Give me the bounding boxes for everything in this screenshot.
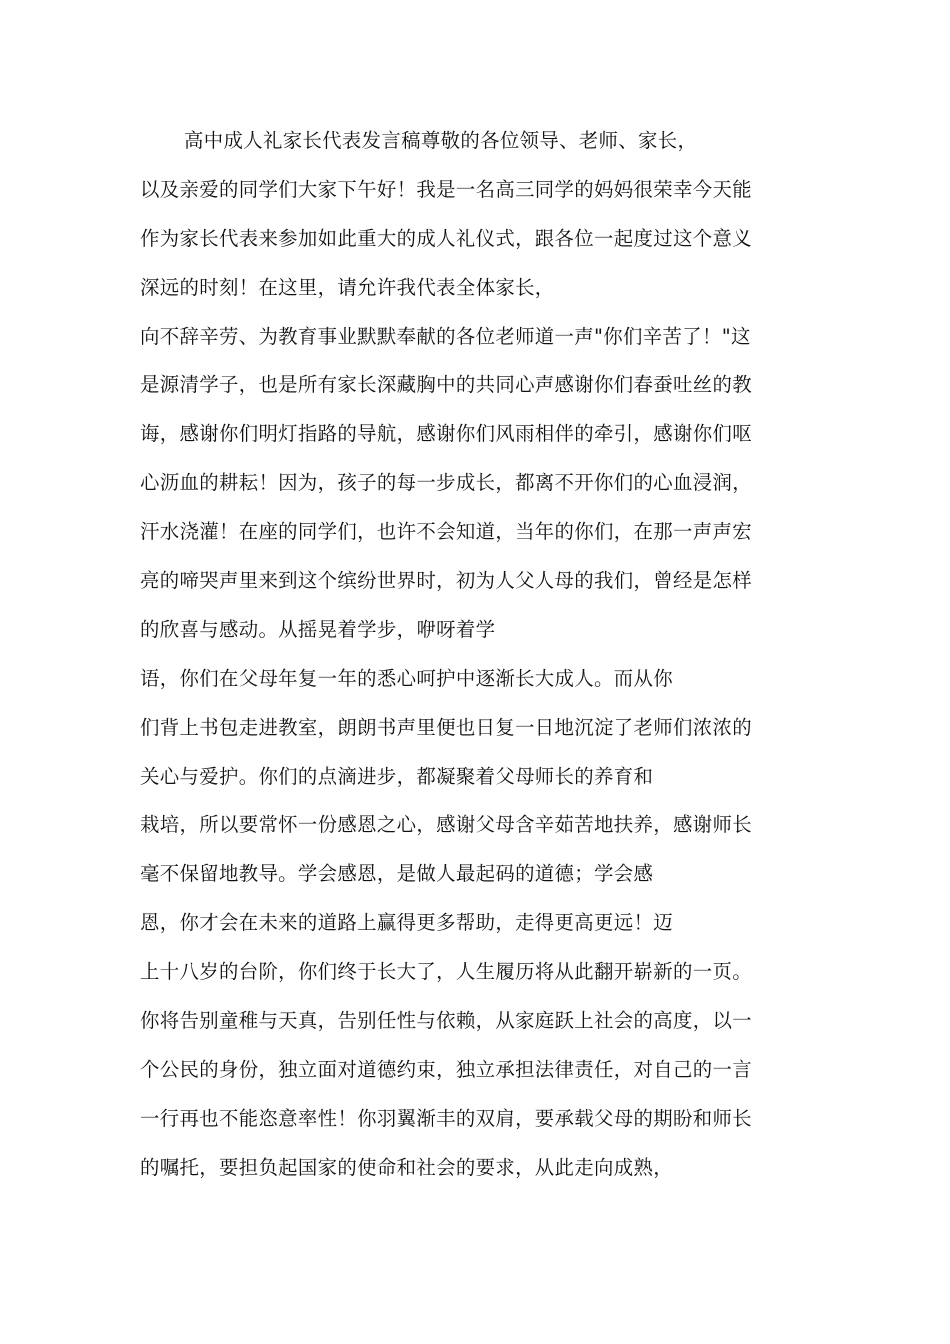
text-line-3: 作为家长代表来参加如此重大的成人礼仪式，跟各位一起度过这个意义 <box>140 226 752 250</box>
text-line-14: 关心与爱护。你们的点滴进步，都凝聚着父母师长的养育和 <box>140 764 654 788</box>
text-line-1: 高中成人礼家长代表发言稿尊敬的各位领导、老师、家长， <box>184 129 698 152</box>
text-line-7: 诲，感谢你们明灯指路的导航，感谢你们风雨相伴的牵引，感谢你们呕 <box>140 422 752 446</box>
text-line-8: 心沥血的耕耘！因为，孩子的每一步成长，都离不开你们的心血浸润， <box>140 471 752 495</box>
text-line-11: 的欣喜与感动。从摇晃着学步，咿呀着学 <box>140 617 496 641</box>
text-line-15: 栽培，所以要常怀一份感恩之心，感谢父母含辛茹苦地扶养，感谢师长 <box>140 813 752 837</box>
text-line-10: 亮的啼哭声里来到这个缤纷世界时，初为人父人母的我们，曾经是怎样 <box>140 569 752 593</box>
text-line-12: 语，你们在父母年复一年的悉心呵护中逐渐长大成人。而从你 <box>140 666 673 690</box>
text-line-5: 向不辞辛劳、为教育事业默默奉献的各位老师道一声"你们辛苦了！"这 <box>140 324 751 348</box>
text-line-9: 汗水浇灌！在座的同学们，也许不会知道，当年的你们，在那一声声宏 <box>140 520 752 544</box>
text-line-19: 你将告别童稚与天真，告别任性与依赖，从家庭跃上社会的高度，以一 <box>140 1009 752 1033</box>
text-line-20: 个公民的身份，独立面对道德约束，独立承担法律责任，对自己的一言 <box>140 1057 752 1081</box>
text-line-17: 恩，你才会在未来的道路上赢得更多帮助，走得更高更远！迈 <box>140 911 673 935</box>
text-line-16: 毫不保留地教导。学会感恩，是做人最起码的道德；学会感 <box>140 862 654 886</box>
text-line-21: 一行再也不能恣意率性！你羽翼渐丰的双肩，要承载父母的期盼和师长 <box>140 1106 752 1130</box>
text-line-2: 以及亲爱的同学们大家下午好！我是一名高三同学的妈妈很荣幸今天能 <box>140 177 752 201</box>
text-line-4: 深远的时刻！在这里，请允许我代表全体家长， <box>140 275 555 299</box>
text-line-6: 是源清学子，也是所有家长深藏胸中的共同心声感谢你们春蚕吐丝的教 <box>140 373 752 397</box>
text-line-22: 的嘱托，要担负起国家的使命和社会的要求，从此走向成熟， <box>140 1155 673 1179</box>
text-line-13: 们背上书包走进教室，朗朗书声里便也日复一日地沉淀了老师们浓浓的 <box>140 715 752 739</box>
speech-text <box>140 123 810 1199</box>
text-line-18: 上十八岁的台阶，你们终于长大了，人生履历将从此翻开崭新的一页。 <box>140 960 752 984</box>
